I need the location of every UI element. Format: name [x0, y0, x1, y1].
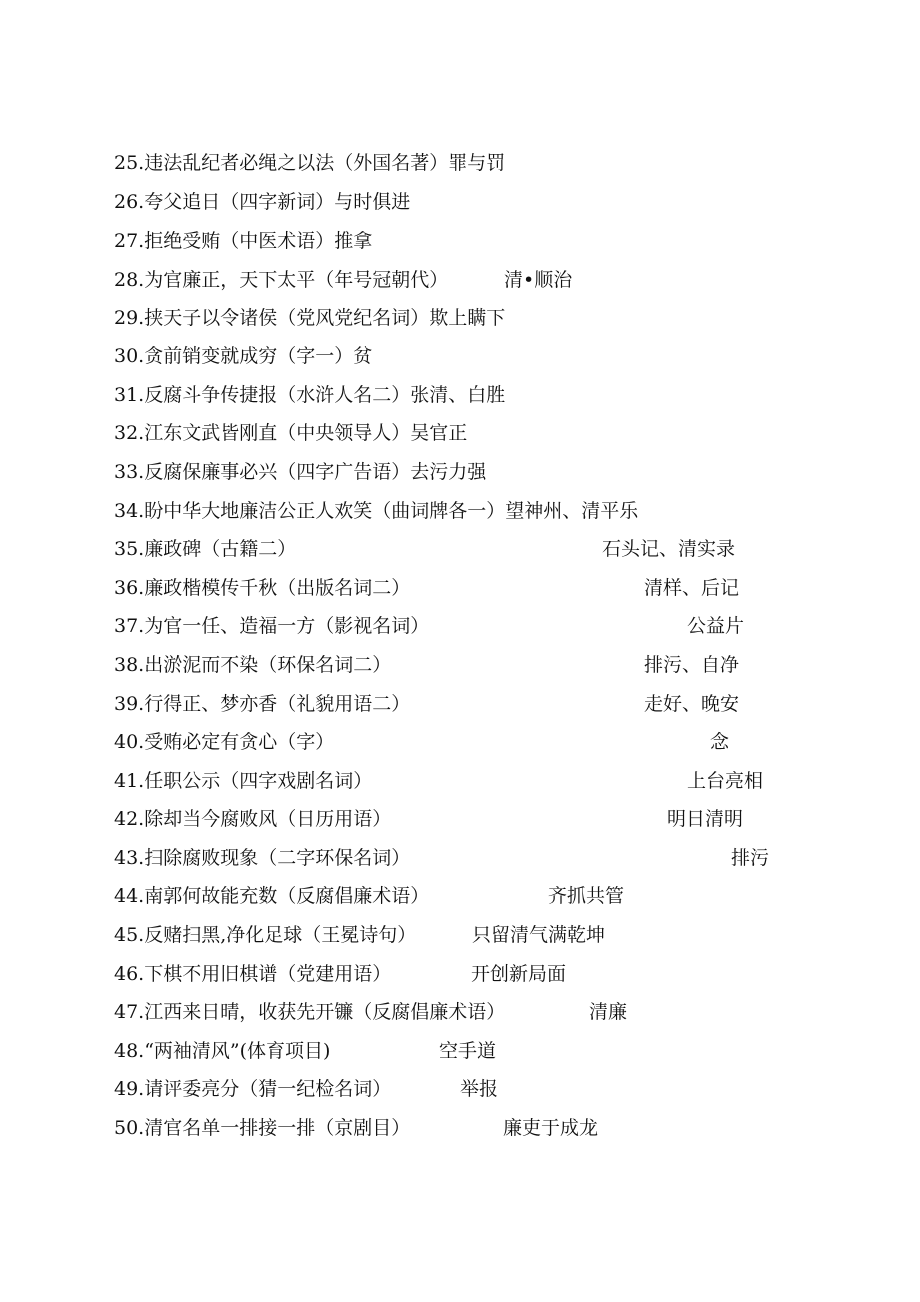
riddle-question: 28.为官廉正，天下太平（年号冠朝代） — [114, 269, 449, 291]
riddle-item — [114, 723, 730, 761]
riddle-answer: 推拿 — [334, 230, 373, 252]
riddle-question: 35.廉政碑（古籍二） — [114, 538, 297, 560]
riddle-answer: 上台亮相 — [687, 770, 764, 792]
riddle-answer: 空手道 — [439, 1040, 497, 1062]
riddle-answer: 齐抓共管 — [548, 885, 625, 907]
riddle-answer: 开创新局面 — [471, 963, 567, 985]
riddle-question: 50.清官名单一排接一排（京剧目） — [114, 1117, 411, 1139]
riddle-item — [114, 646, 740, 684]
riddle-item — [114, 569, 740, 607]
riddle-answer: 公益片 — [687, 615, 745, 637]
riddle-question: 36.廉政楷模传千秋（出版名词二） — [114, 577, 411, 599]
riddle-item — [114, 916, 606, 954]
riddle-item — [114, 607, 745, 645]
riddle-question: 39.行得正、梦亦香（礼貌用语二） — [114, 693, 411, 715]
riddle-question: 40.受贿必定有贪心（字） — [114, 731, 335, 753]
riddle-question: 41.任职公示（四字戏剧名词） — [114, 770, 373, 792]
riddle-answer: 清样、后记 — [644, 577, 740, 599]
riddle-answer: 排污、自净 — [644, 654, 740, 676]
riddle-item — [114, 1032, 497, 1070]
riddle-question: 48.“两袖清风”(体育项目) — [114, 1040, 331, 1062]
riddle-question: 27.拒绝受贿（中医术语） — [114, 230, 335, 252]
riddle-question: 47.江西来日晴，收获先开镰（反腐倡廉术语） — [114, 1001, 506, 1023]
riddle-item — [114, 993, 628, 1031]
riddle-answer: 只留清气满乾坤 — [472, 924, 606, 946]
riddle-question: 49.请评委亮分（猜一纪检名词） — [114, 1078, 392, 1100]
riddle-item — [114, 762, 764, 800]
riddle-item — [114, 877, 625, 915]
riddle-question: 38.出淤泥而不染（环保名词二） — [114, 654, 392, 676]
riddle-question: 29.挟天子以令诸侯（党风党纪名词） — [114, 307, 430, 329]
riddle-answer: 走好、晚安 — [644, 693, 740, 715]
riddle-item — [114, 685, 740, 723]
riddle-question: 44.南郭何故能充数（反腐倡廉术语） — [114, 885, 430, 907]
riddle-answer: 举报 — [460, 1078, 499, 1100]
riddle-question: 42.除却当今腐败风（日历用语） — [114, 808, 392, 830]
riddle-question: 30.贪前销变就成穷（字一） — [114, 345, 354, 367]
riddle-answer: 张清、白胜 — [410, 384, 506, 406]
riddle-answer: 石头记、清实录 — [602, 538, 736, 560]
riddle-item — [114, 955, 567, 993]
riddle-item — [114, 492, 638, 530]
riddle-answer: 念 — [710, 731, 730, 753]
riddle-item — [114, 800, 744, 838]
riddle-question: 43.扫除腐败现象（二字环保名词） — [114, 847, 411, 869]
riddle-answer: 清•顺治 — [504, 269, 573, 291]
riddle-item — [114, 839, 770, 877]
riddle-question: 32.江东文武皆刚直（中央领导人） — [114, 422, 411, 444]
riddle-question: 25.违法乱纪者必绳之以法（外国名著） — [114, 152, 449, 174]
riddle-question: 46.下棋不用旧棋谱（党建用语） — [114, 963, 392, 985]
riddle-answer: 清廉 — [589, 1001, 628, 1023]
riddle-item — [114, 144, 505, 182]
riddle-answer: 排污 — [731, 847, 770, 869]
riddle-item — [114, 414, 467, 452]
riddle-item — [114, 1070, 499, 1108]
riddle-item — [114, 453, 486, 491]
riddle-item — [114, 530, 736, 568]
riddle-question: 33.反腐保廉事必兴（四字广告语） — [114, 461, 411, 483]
riddle-answer: 望神州、清平乐 — [505, 500, 639, 522]
riddle-item — [114, 261, 573, 299]
riddle-question: 26.夸父追日（四字新词） — [114, 191, 335, 213]
riddle-item — [114, 1109, 599, 1147]
riddle-question: 34.盼中华大地廉洁公正人欢笑（曲词牌各一） — [114, 500, 506, 522]
riddle-item — [114, 337, 372, 375]
riddle-answer: 欺上瞒下 — [429, 307, 506, 329]
riddle-answer: 去污力强 — [410, 461, 487, 483]
riddle-question: 31.反腐斗争传捷报（水浒人名二） — [114, 384, 411, 406]
riddle-item — [114, 299, 505, 337]
riddle-answer: 明日清明 — [667, 808, 744, 830]
riddle-item — [114, 222, 372, 260]
riddle-item — [114, 376, 505, 414]
riddle-item — [114, 183, 410, 221]
riddle-answer: 与时俱进 — [334, 191, 411, 213]
riddle-question: 45.反赌扫黑,净化足球（王冕诗句） — [114, 924, 417, 946]
riddle-answer: 罪与罚 — [448, 152, 506, 174]
riddle-question: 37.为官一任、造福一方（影视名词） — [114, 615, 430, 637]
riddle-answer: 贫 — [353, 345, 373, 367]
riddle-answer: 吴官正 — [410, 422, 468, 444]
riddle-answer: 廉吏于成龙 — [503, 1117, 599, 1139]
